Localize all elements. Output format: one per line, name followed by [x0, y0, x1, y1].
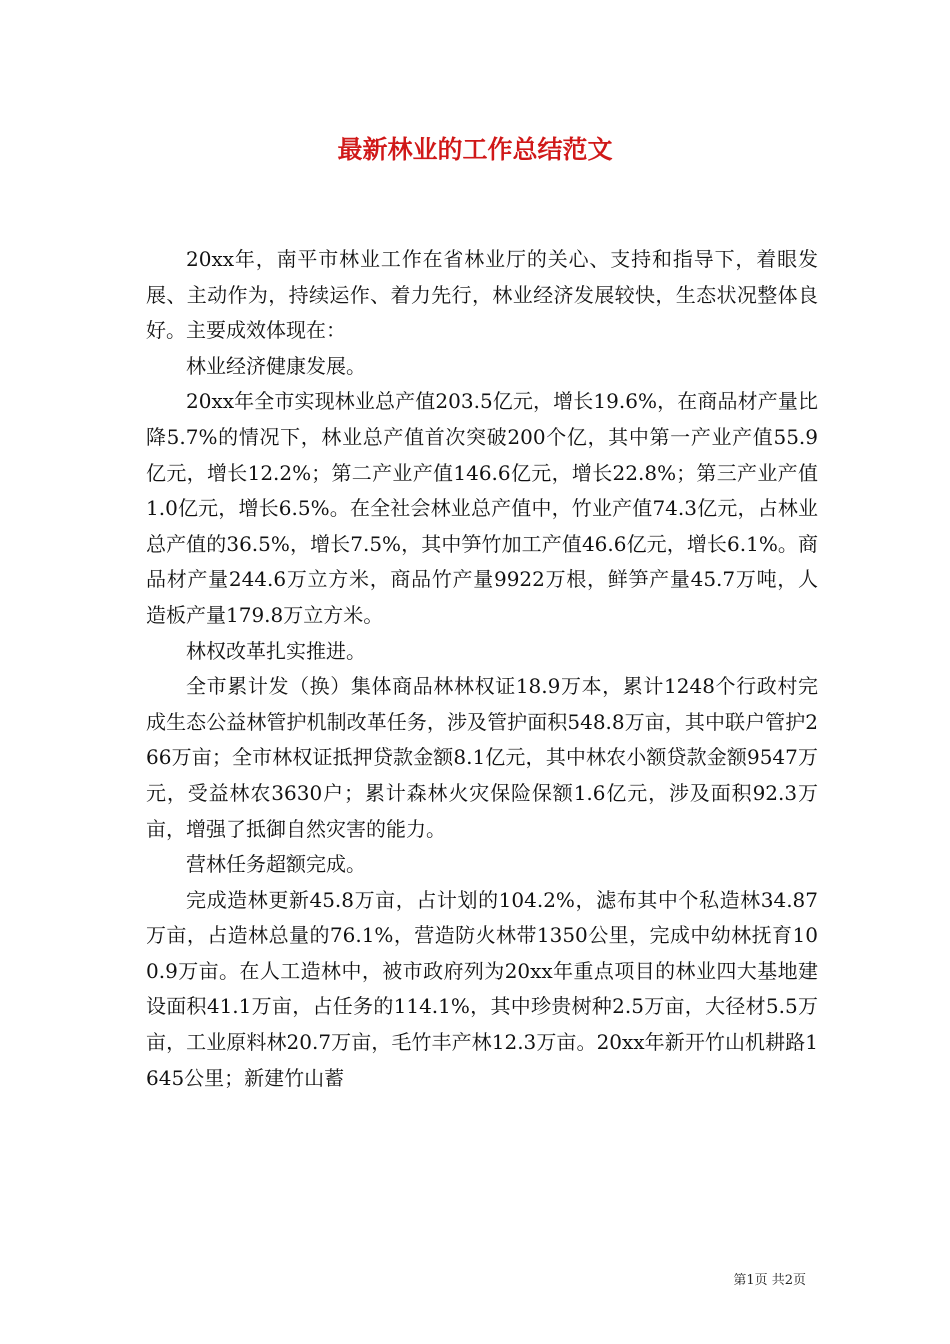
section-heading-economy: 林业经济健康发展。 [186, 353, 366, 378]
paragraph-afforestation: 完成造林更新45.8万亩，占计划的104.2%，滤布其中个私造林34.87万亩，占造林总量的76.1%，营造防火林带1350公里，完成中幼林抚育100.9万亩。在人工造林中，被市政府列为20xx年重点项目的林业四大基地建设面积41.1万亩，占任务的114.1%，其中珍贵树种2.5万亩，大径材5.5万亩，工业原料林20.7万亩，毛竹丰产林12.3万亩。20xx年新开竹山机耕路1645公里；新建竹山蓄 [146, 887, 818, 1090]
document-title: 最新林业的工作总结范文 [337, 135, 613, 164]
section-heading-afforestation: 营林任务超额完成。 [186, 852, 366, 877]
paragraph-reform: 全市累计发（换）集体商品林林权证18.9万本，累计1248个行政村完成生态公益林管护机制改革任务，涉及管护面积548.8万亩，其中联户管护266万亩；全市林权证抵押贷款金额8.1亿元，其中林农小额贷款金额9547万元，受益林农3630户；累计森林火灾保险保额1.6亿元，涉及面积92.3万亩，增强了抵御自然灾害的能力。 [146, 674, 818, 841]
document-body [146, 242, 818, 1096]
paragraph-intro: 20xx年，南平市林业工作在省林业厅的关心、支持和指导下，着眼发展、主动作为，持续运作、着力先行，林业经济发展较快，生态状况整体良好。主要成效体现在： [146, 247, 818, 343]
page-number: 第1页 共2页 [733, 1273, 806, 1288]
paragraph-economy: 20xx年全市实现林业总产值203.5亿元，增长19.6%，在商品材产量比降5.7%的情况下，林业总产值首次突破200个亿，其中第一产业产值55.9亿元，增长12.2%；第二产业产值146.6亿元，增长22.8%；第三产业产值1.0亿元，增长6.5%。在全社会林业总产值中，竹业产值74.3亿元，占林业总产值的36.5%，增长7.5%，其中笋竹加工产值46.6亿元，增长6.1%。商品材产量244.6万立方米，商品竹产量9922万根，鲜笋产量45.7万吨，人造板产量179.8万立方米。 [146, 389, 818, 627]
section-heading-reform: 林权改革扎实推进。 [186, 638, 366, 663]
